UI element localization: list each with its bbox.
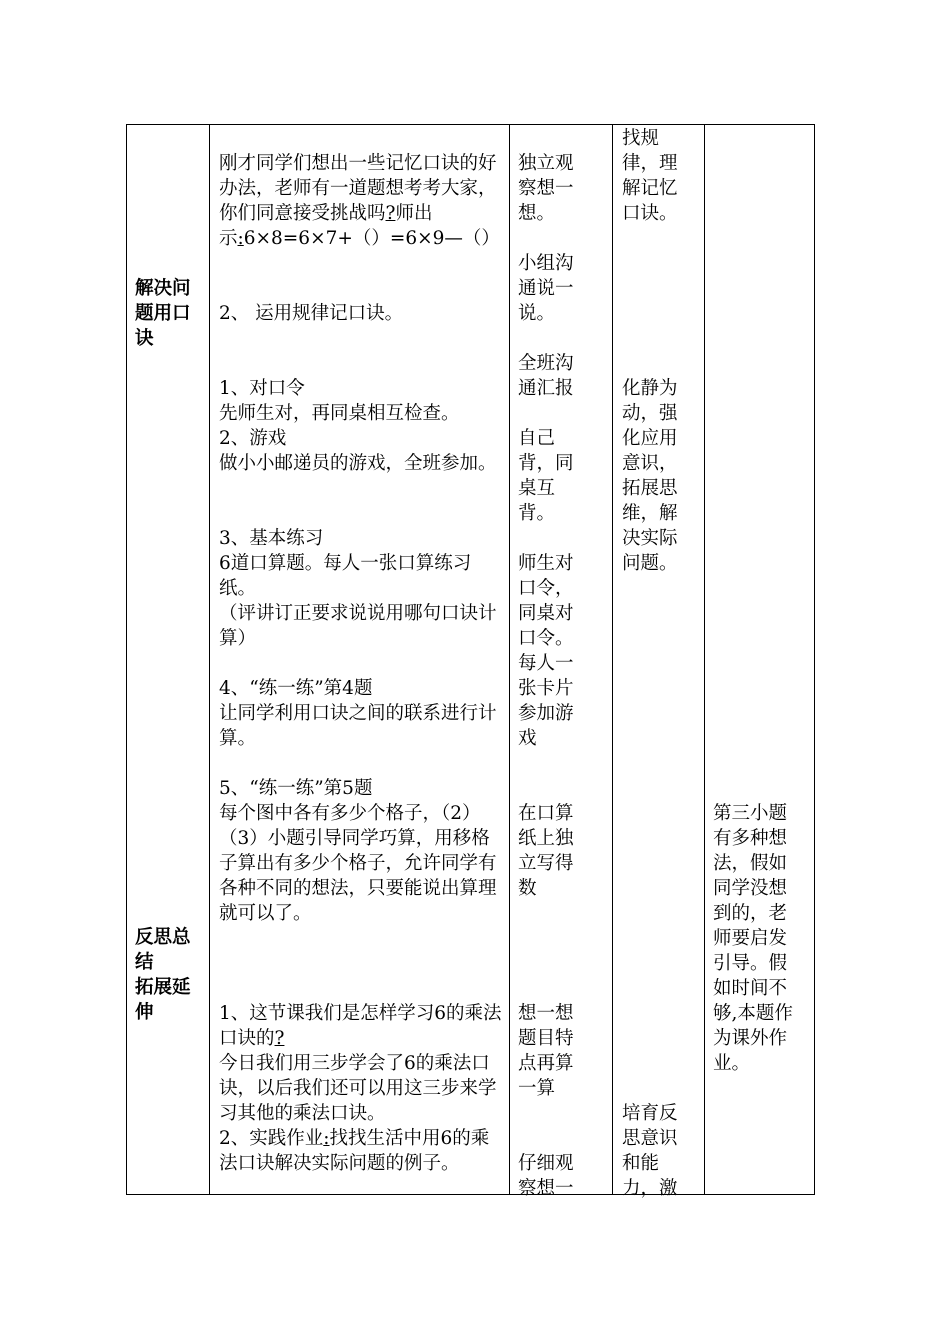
activity-recite: 自己 背，同 桌互 背。 — [518, 428, 574, 524]
content-paragraph-summary: 今日我们用三步学会了6的乘法口诀，以后我们还可以用这三步来学习其他的乘法口诀。 — [219, 1053, 497, 1124]
content-paragraph-practice: 3、基本练习 6道口算题。每人一张口算练习纸。 （评讲订正要求说说用哪句口诀计算） — [219, 528, 497, 649]
activity-group-talk: 小组沟 通说一 说。 — [518, 253, 574, 324]
content-paragraph-games: 1、对口令 先师生对，再同桌相互检查。 2、游戏 做小小邮递员的游戏，全班参加。 — [219, 378, 497, 474]
section-heading-solve: 解决问 题用口 诀 — [135, 278, 191, 349]
activity-write-answers: 在口算 纸上独 立写得 数 — [518, 803, 574, 899]
content-paragraph-rule: 2、 运用规律记口诀。 — [219, 303, 404, 324]
column-divider — [612, 125, 613, 1194]
lesson-plan-table — [126, 124, 815, 1199]
column-divider — [209, 125, 210, 1194]
intent-find-rules: 找规 律，理 解记忆 口诀。 — [622, 128, 678, 224]
activity-class-report: 全班沟 通汇报 — [518, 353, 574, 399]
activity-think: 想一想 题目特 点再算 一算 — [518, 1003, 574, 1099]
activity-observe: 独立观 察想一 想。 — [518, 153, 574, 224]
content-paragraph-exercise-5: 5、“练一练”第5题 每个图中各有多少个格子，（2）（3）小题引导同学巧算，用移格子算出有多少个格子，允许同学有各种不同的想法，只要能说出算理就可以了。 — [219, 778, 497, 924]
section-heading-reflect: 反思总 结 拓展延 伸 — [135, 927, 191, 1023]
activity-observe-2: 仔细观 察想一 — [518, 1153, 574, 1199]
activity-oral-game: 师生对 口令， 同桌对 口令。 每人一 张卡片 参加游 戏 — [518, 553, 574, 749]
intent-reflection: 培育反 思意识 和能 力，激 — [622, 1103, 678, 1199]
column-divider — [509, 125, 510, 1194]
intent-application: 化静为 动，强 化应用 意识， 拓展思 维，解 决实际 问题。 — [622, 378, 678, 574]
content-paragraph-homework: 2、实践作业:找找生活中用6的乘法口诀解决实际问题的例子。 — [219, 1128, 490, 1174]
content-paragraph-challenge: 刚才同学们想出一些记忆口诀的好办法，老师有一道题想考考大家，你们同意接受挑战吗?师出示:6×8=6×7+（）=6×9—（） — [219, 153, 500, 249]
column-divider — [704, 125, 705, 1194]
content-paragraph-review: 1、这节课我们是怎样学习6的乘法口诀的? — [219, 1003, 502, 1049]
content-paragraph-exercise-4: 4、“练一练”第4题 让同学利用口诀之间的联系进行计算。 — [219, 678, 497, 749]
note-third-question: 第三小题 有多种想 法，假如 同学没想 到的，老 师要启发 引导。假 如时间不 够,本题作 为课外作 业。 — [713, 803, 793, 1074]
